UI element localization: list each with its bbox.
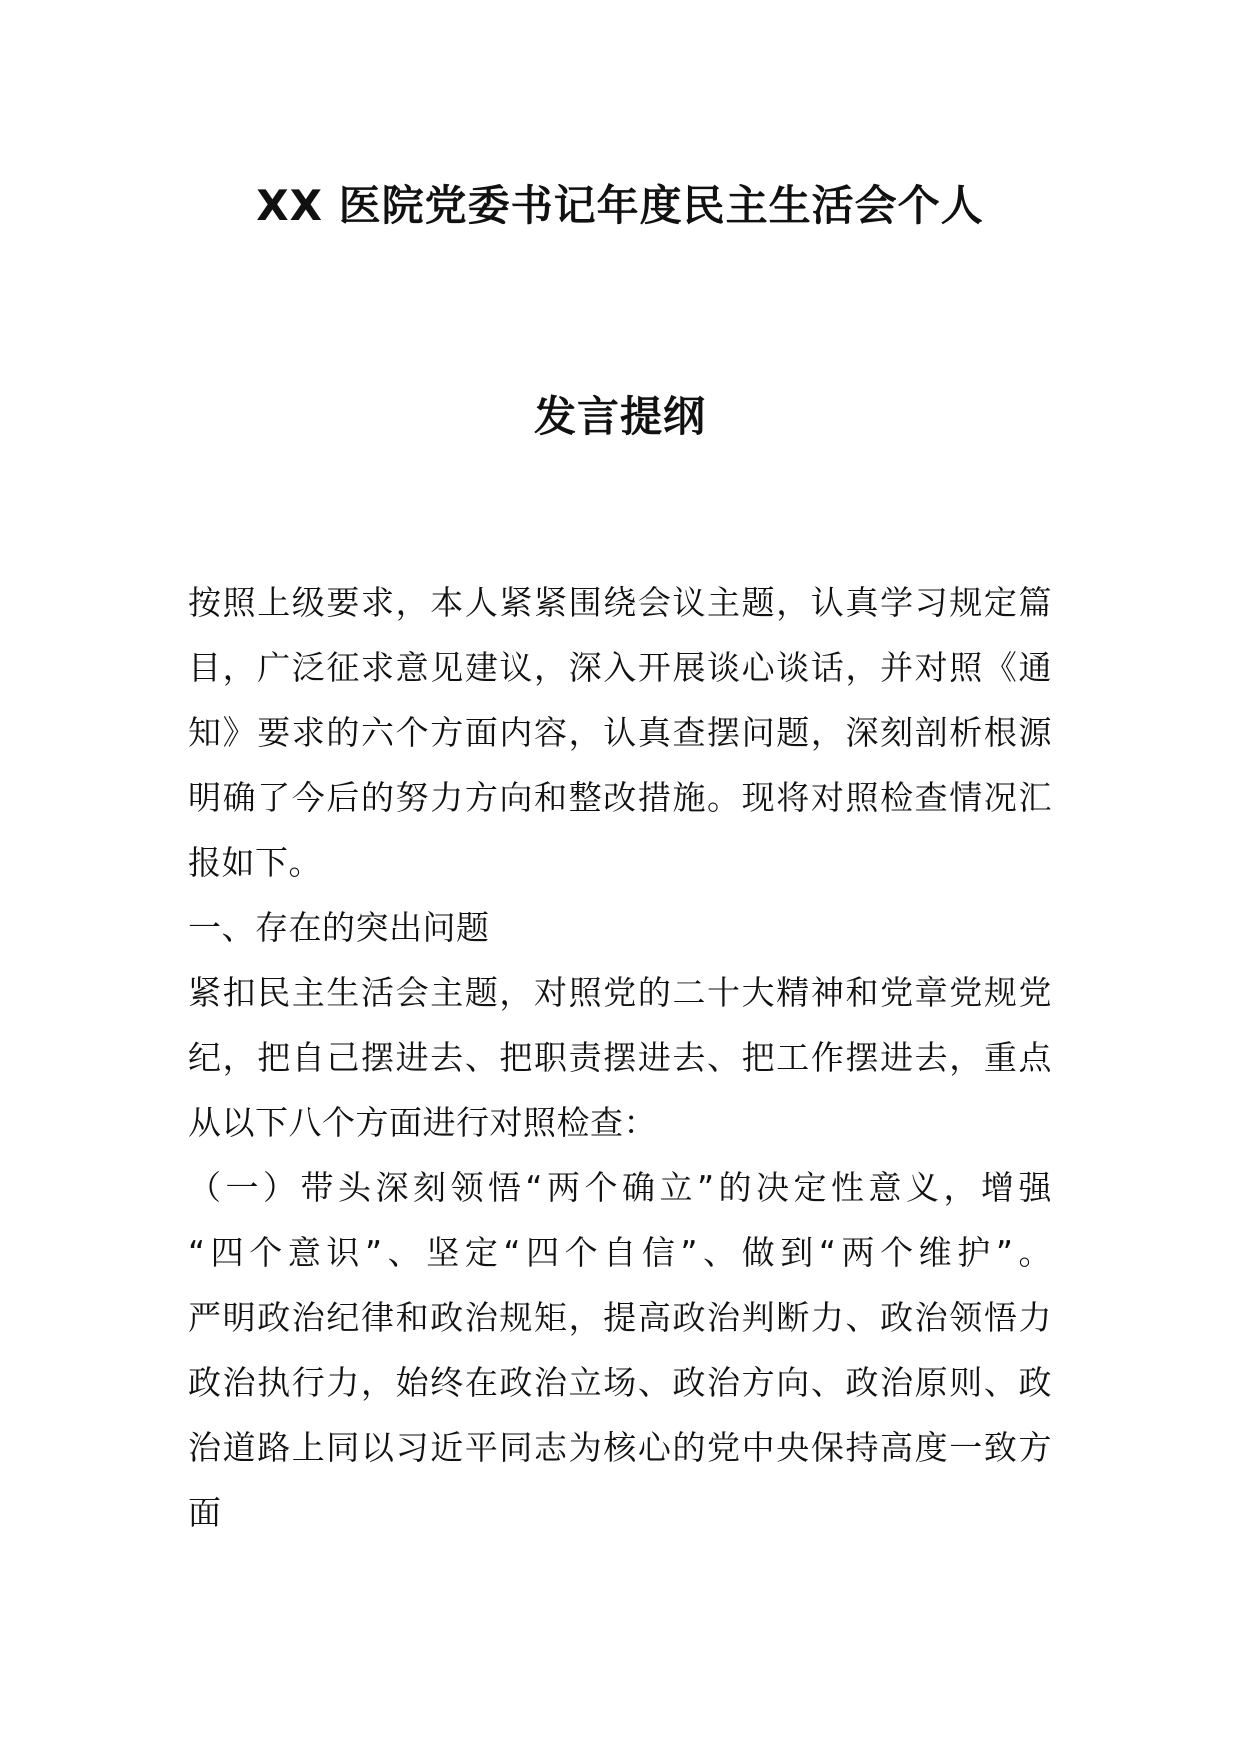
- section-intro-line-2: 纪，把自己摆进去、把职责摆进去、把工作摆进去，重点: [188, 1038, 1052, 1077]
- item-1-line-4: 政治执行力，始终在政治立场、政治方向、政治原则、政: [188, 1363, 1052, 1402]
- section-intro-line-3: 从以下八个方面进行对照检查：: [188, 1103, 657, 1142]
- item-1-paragraph: [188, 1155, 1052, 1545]
- section-intro-paragraph: [188, 960, 1052, 1155]
- item-1-line-3: 严明政治纪律和政治规矩，提高政治判断力、政治领悟力: [188, 1298, 1052, 1337]
- intro-line-2: 目，广泛征求意见建议，深入开展谈心谈话，并对照《通: [188, 648, 1052, 687]
- item-1-line-1: （一）带头深刻领悟“两个确立”的决定性意义，增强: [188, 1168, 1052, 1207]
- section-heading-block: [188, 895, 1052, 960]
- item-1-line-6: 面: [188, 1493, 222, 1532]
- document-title-line-1: XX 医院党委书记年度民主生活会个人: [256, 181, 984, 230]
- document-body: [188, 570, 1052, 1545]
- intro-paragraph: [188, 570, 1052, 895]
- section-heading: 一、存在的突出问题: [188, 908, 490, 947]
- item-1-line-2: “四个意识”、坚定“四个自信”、做到“两个维护”。: [188, 1233, 1052, 1272]
- intro-line-1: 按照上级要求，本人紧紧围绕会议主题，认真学习规定篇: [188, 583, 1052, 622]
- intro-line-4: 明确了今后的努力方向和整改措施。现将对照检查情况汇: [188, 778, 1052, 817]
- section-intro-line-1: 紧扣民主生活会主题，对照党的二十大精神和党章党规党: [188, 973, 1052, 1012]
- item-1-line-5: 治道路上同以习近平同志为核心的党中央保持高度一致方: [188, 1428, 1052, 1467]
- intro-line-5: 报如下。: [188, 843, 322, 882]
- document-title-line-2: 发言提纲: [533, 392, 706, 441]
- intro-line-3: 知》要求的六个方面内容，认真查摆问题，深刻剖析根源: [188, 713, 1052, 752]
